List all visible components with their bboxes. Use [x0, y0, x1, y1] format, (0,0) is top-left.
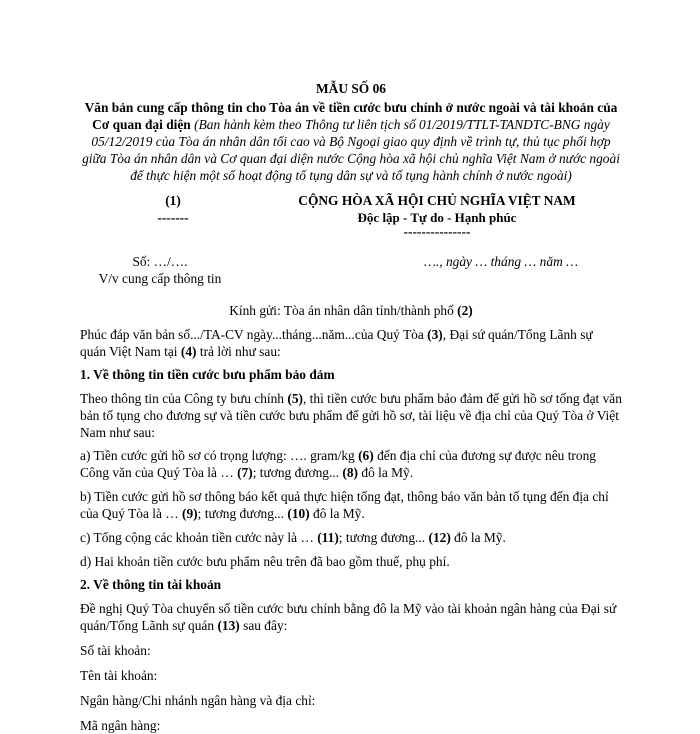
item-text: b) Tiền cước gửi hồ sơ thông báo kết quả thực hiện tống đạt, thông báo văn bản tố tụng đến địa chỉ của Quý Tòa là …	[80, 489, 609, 521]
section-1-title: 1. Về thông tin tiền cước bưu phẩm bảo đảm	[80, 367, 335, 382]
document-heading	[80, 99, 622, 184]
recipient-line	[80, 302, 622, 319]
document-page	[80, 80, 622, 734]
agency-underline: -------	[157, 210, 189, 225]
agency-block	[138, 192, 208, 226]
intro-ref: (13)	[217, 618, 240, 633]
agency-placeholder: (1)	[165, 193, 181, 208]
intro-ref: (5)	[287, 391, 303, 406]
item-text: ; tương đương...	[197, 506, 284, 521]
item-ref: (8)	[342, 465, 359, 480]
item-d: d) Hai khoản tiền cước bưu phẩm nêu trên đã bao gồm thuế, phụ phí.	[80, 554, 450, 569]
item-c	[80, 529, 622, 546]
item-a	[80, 447, 622, 481]
opening-ref: (3)	[427, 327, 443, 342]
field-bank-code: Mã ngân hàng:	[80, 718, 161, 733]
heading-italic: (Ban hành kèm theo Thông tư liên tịch số 01/2019/TTLT-TANDTC-BNG ngày 05/12/2019 của Tòa án nhân dân tối cao và Bộ Ngoại giao quy định về trình tự, thủ tục phối hợp giữa Tòa án nhân dân và Cơ quan đại diện nước Cộng hòa xã hội chủ nghĩa Việt Nam ở nước ngoài để thực hiện một số hoạt động tố tụng dân sự và tố tụng hành chính ở nước ngoài)	[82, 117, 620, 183]
country-name: CỘNG HÒA XÃ HỘI CHỦ NGHĨA VIỆT NAM	[298, 193, 576, 208]
field-account-name: Tên tài khoản:	[80, 668, 158, 683]
item-text: đô la Mỹ.	[454, 530, 506, 545]
section-1-intro	[80, 390, 622, 441]
national-title-block	[252, 192, 622, 226]
item-ref: (11)	[317, 530, 339, 545]
section-2-intro	[80, 600, 622, 634]
document-header	[80, 192, 622, 239]
item-b	[80, 488, 622, 522]
item-text: ; tương đương...	[338, 530, 426, 545]
recipient-text: Kính gửi: Tòa án nhân dân tỉnh/thành phố	[229, 303, 454, 318]
reference-row	[80, 253, 622, 293]
form-title: MẪU SỐ 06	[316, 81, 386, 96]
document-number: Số: …/….	[132, 254, 188, 269]
intro-text: Theo thông tin của Công ty bưu chính	[80, 391, 284, 406]
item-ref: (10)	[287, 506, 310, 521]
item-text: đô la Mỹ.	[361, 465, 414, 480]
opening-paragraph	[80, 326, 622, 360]
opening-text: trả lời như sau:	[199, 344, 281, 359]
field-account-number: Số tài khoản:	[80, 643, 151, 658]
item-ref: (9)	[182, 506, 198, 521]
motto-underline: ---------------	[403, 224, 471, 239]
document-date: …., ngày … tháng … năm …	[424, 254, 578, 269]
recipient-ref: (2)	[457, 303, 473, 318]
opening-text: Phúc đáp văn bản số.../TA-CV ngày...tháng...năm...của Quý Tòa	[80, 327, 424, 342]
item-ref: (7)	[237, 465, 253, 480]
document-subject: V/v cung cấp thông tin	[98, 271, 222, 286]
national-motto: Độc lập - Tự do - Hạnh phúc	[357, 210, 517, 225]
item-ref: (12)	[428, 530, 451, 545]
item-text: đô la Mỹ.	[313, 506, 365, 521]
intro-text: Đề nghị Quý Tòa chuyển số tiền cước bưu chính bằng đô la Mỹ vào tài khoản ngân hàng của Đại sứ quán/Tổng Lãnh sự quán	[80, 601, 617, 633]
opening-ref: (4)	[180, 344, 197, 359]
item-text: ; tương đương...	[252, 465, 340, 480]
item-text: c) Tổng cộng các khoản tiền cước này là …	[80, 530, 314, 545]
section-2-title: 2. Về thông tin tài khoản	[80, 577, 222, 592]
field-bank-branch: Ngân hàng/Chi nhánh ngân hàng và địa chỉ:	[80, 693, 316, 708]
intro-text: sau đây:	[243, 618, 288, 633]
intro-text: , thì tiền cước bưu phẩm bảo đảm để gửi hồ sơ tống đạt văn bản tố tụng cho đương sự và tiền cước bưu phẩm để gửi hồ sơ, tài liệu về địa chỉ của Quý Tòa ở Việt Nam như sau:	[80, 391, 622, 440]
heading-bold: Văn bản cung cấp thông tin cho Tòa án về tiền cước bưu chính ở nước ngoài và tài khoản của Cơ quan đại diện	[84, 100, 618, 132]
item-text: a) Tiền cước gửi hồ sơ có trọng lượng: …. gram/kg	[80, 448, 355, 463]
item-ref: (6)	[358, 448, 374, 463]
item-text: đến địa chỉ của đương sự được nêu trong Công văn của Quý Tòa là …	[80, 448, 596, 480]
reference-left	[80, 253, 240, 287]
opening-text: , Đại sứ quán/Tổng Lãnh sự quán Việt Nam tại	[80, 327, 593, 359]
